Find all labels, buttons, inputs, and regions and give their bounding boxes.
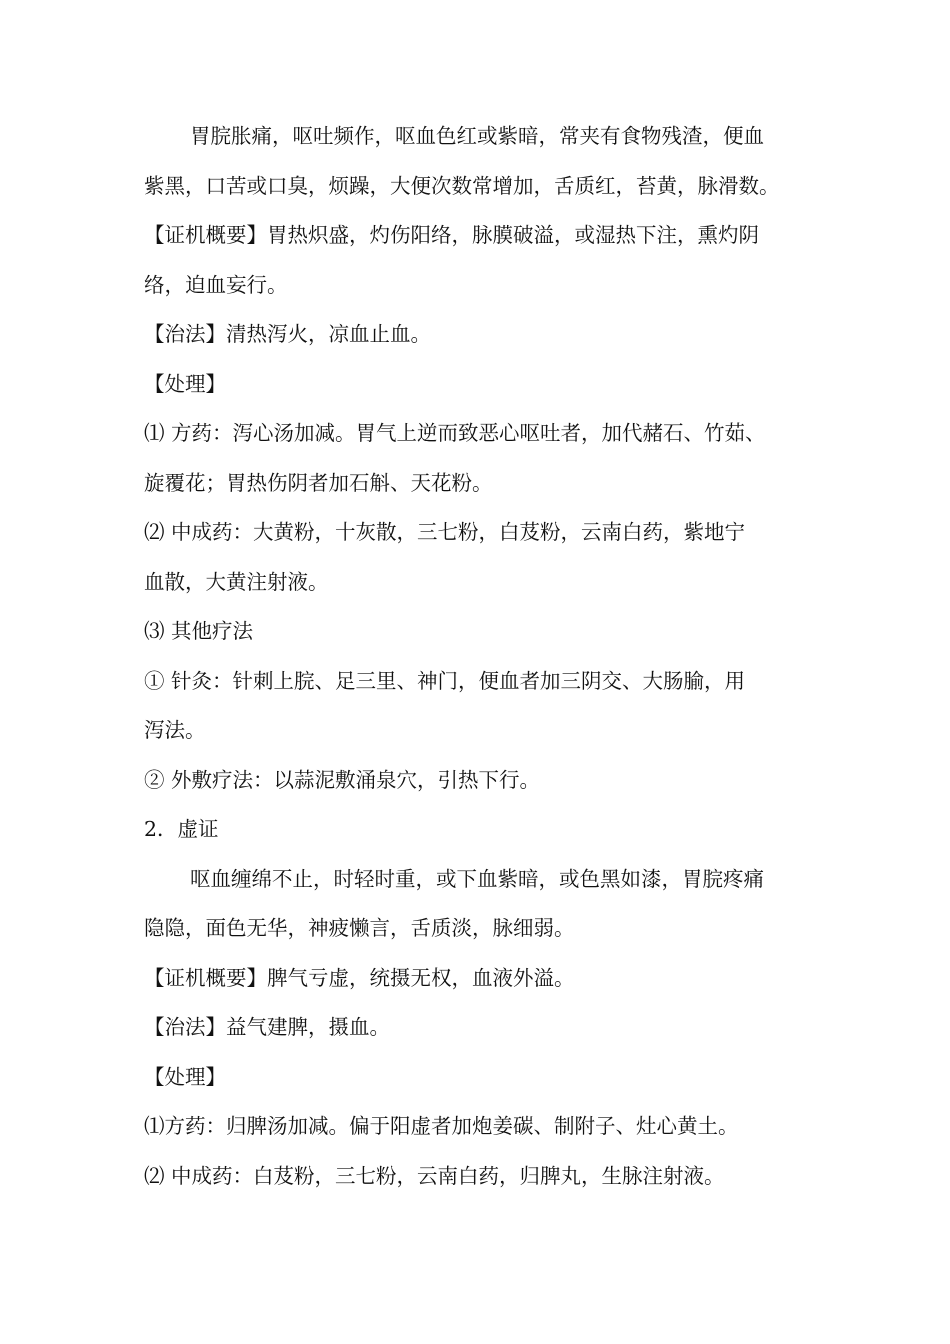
list-item: 旋覆花；胃热伤阴者加石斛、天花粉。 bbox=[144, 470, 493, 495]
section-heading: 2．虚证 bbox=[144, 817, 219, 841]
paragraph-line: 呕血缠绵不止，时轻时重，或下血紫暗，或色黑如漆，胃脘疼痛 bbox=[190, 866, 764, 891]
section-line: 络，迫血妄行。 bbox=[144, 272, 288, 297]
list-item: 泻法。 bbox=[144, 718, 206, 742]
list-item: ⑵ 中成药：大黄粉，十灰散，三七粉，白芨粉，云南白药，紫地宁 bbox=[144, 520, 746, 544]
list-item: ② 外敷疗法：以蒜泥敷涌泉穴，引热下行。 bbox=[144, 767, 541, 792]
section-line: 【治法】清热泻火，凉血止血。 bbox=[144, 322, 431, 346]
list-item: ⑵ 中成药：白芨粉，三七粉，云南白药，归脾丸，生脉注射液。 bbox=[144, 1163, 725, 1188]
paragraph-line: 隐隐，面色无华，神疲懒言，舌质淡，脉细弱。 bbox=[144, 916, 575, 940]
paragraph-line: 胃脘胀痛，呕吐频作，呕血色红或紫暗，常夹有食物残渣，便血 bbox=[190, 124, 764, 148]
section-heading: 【处理】 bbox=[144, 371, 226, 396]
list-item: ① 针灸：针刺上脘、足三里、神门，便血者加三阴交、大肠腧，用 bbox=[144, 668, 746, 693]
document-body bbox=[144, 112, 814, 1201]
list-item: ⑴方药：归脾汤加减。偏于阳虚者加炮姜碳、制附子、灶心黄土。 bbox=[144, 1114, 739, 1138]
list-item: 血散，大黄注射液。 bbox=[144, 569, 329, 594]
paragraph-line: 紫黑，口苦或口臭，烦躁，大便次数常增加，舌质红，苔黄，脉滑数。 bbox=[144, 173, 780, 198]
section-line: 【治法】益气建脾，摄血。 bbox=[144, 1015, 390, 1039]
list-item: ⑶ 其他疗法 bbox=[144, 619, 254, 643]
section-heading: 【处理】 bbox=[144, 1064, 226, 1089]
list-item: ⑴ 方药：泻心汤加减。胃气上逆而致恶心呕吐者，加代赭石、竹茹、 bbox=[144, 421, 766, 445]
section-line: 【证机概要】脾气亏虚，统摄无权，血液外溢。 bbox=[144, 965, 575, 990]
section-line: 【证机概要】胃热炽盛，灼伤阳络，脉膜破溢，或湿热下注，熏灼阴 bbox=[144, 223, 759, 247]
